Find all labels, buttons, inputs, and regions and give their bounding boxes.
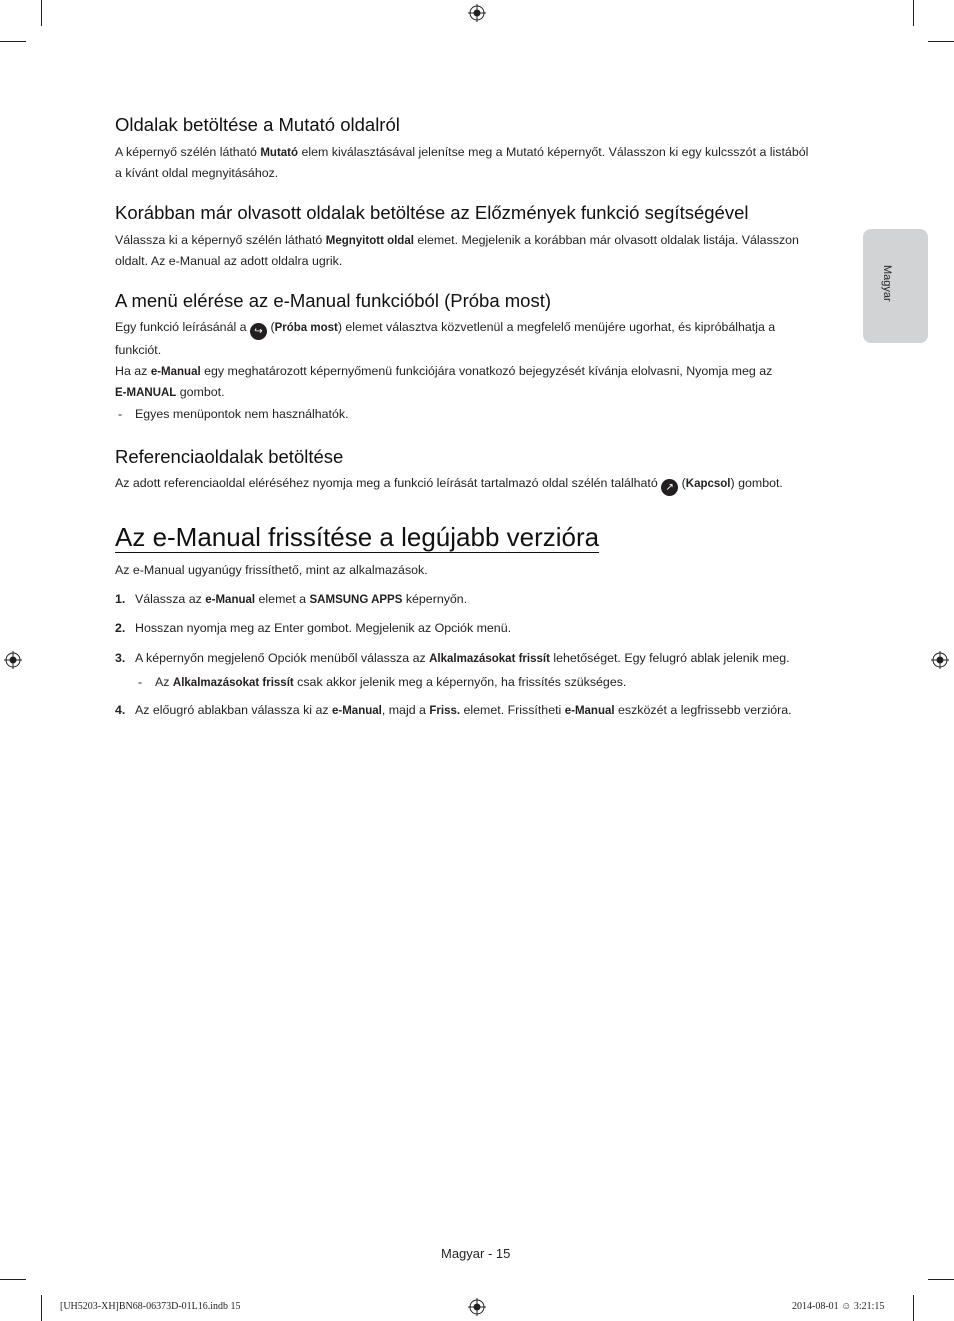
- step-number: 3.: [115, 651, 126, 665]
- text: elem kiválasztásával jelenítse meg a Mutató képernyőt. Válasszon ki egy kulcsszót a listából: [298, 145, 809, 159]
- text: elemet a: [255, 592, 310, 606]
- text: ) elemet választva közvetlenül a megfelelő menüjére ugorhat, és kipróbálhatja a: [337, 320, 776, 334]
- registration-mark-icon: [468, 4, 486, 22]
- text: Hosszan nyomja meg az Enter gombot. Megjelenik az Opciók menü.: [135, 621, 512, 635]
- text: Az: [155, 675, 173, 689]
- text: eszközét a legfrissebb verzióra.: [614, 703, 792, 717]
- text: egy meghatározott képernyőmenü funkciójára vonatkozó bejegyzését kívánja elolvasni, Nyomja meg az: [200, 364, 773, 378]
- bold-term: Friss.: [429, 705, 461, 717]
- text: Válassza ki a képernyő szélén látható: [115, 233, 326, 247]
- note-dash: -: [138, 675, 143, 689]
- text: Egy funkció leírásánál a: [115, 320, 250, 334]
- try-now-icon: ↪: [250, 323, 267, 340]
- step-number: 1.: [115, 592, 126, 606]
- footer-timestamp: 2014-08-01 ☺ 3:21:15: [792, 1301, 885, 1312]
- bold-term: e-Manual: [150, 366, 201, 378]
- link-icon: ↗: [661, 479, 678, 496]
- bold-term: Próba most: [274, 322, 338, 334]
- bold-term: SAMSUNG APPS: [309, 594, 403, 606]
- bold-term: e-Manual: [332, 705, 382, 717]
- section-heading: Oldalak betöltése a Mutató oldalról: [115, 114, 400, 135]
- registration-mark-icon: [4, 651, 22, 669]
- text: , majd a: [381, 703, 430, 717]
- text: elemet. Frissítheti: [460, 703, 565, 717]
- paragraph: [115, 230, 799, 271]
- text: Ha az: [115, 364, 151, 378]
- bold-term: Alkalmazásokat frissít: [429, 653, 550, 665]
- text: Az adott referenciaoldal eléréséhez nyomja meg a funkció leírását tartalmazó oldal szélén található: [115, 476, 662, 490]
- bold-term: Kapcsol: [685, 478, 731, 490]
- paragraph: [115, 473, 783, 496]
- text: (: [267, 320, 275, 334]
- step-number: 4.: [115, 703, 126, 717]
- crop-mark: [0, 41, 26, 42]
- language-side-tab: [863, 229, 928, 343]
- footer-file-info: [UH5203-XH]BN68-06373D-01L16.indb 15: [60, 1301, 241, 1312]
- text: (: [678, 476, 686, 490]
- paragraph: [115, 142, 808, 183]
- step-text: [135, 651, 790, 665]
- bold-term: e-Manual: [564, 705, 615, 717]
- crop-mark: [41, 1295, 42, 1321]
- page-title: Az e-Manual frissítése a legújabb verzióra: [115, 522, 600, 552]
- note-text: [155, 675, 626, 689]
- text: gombot.: [176, 385, 225, 399]
- intro-paragraph: Az e-Manual ugyanúgy frissíthető, mint az alkalmazások.: [115, 563, 428, 577]
- crop-mark: [913, 0, 914, 26]
- step-number: 2.: [115, 621, 126, 635]
- crop-mark: [928, 41, 954, 42]
- registration-mark-icon: [468, 1298, 486, 1316]
- section-heading: Referenciaoldalak betöltése: [115, 446, 344, 467]
- text: funkciót.: [115, 343, 162, 357]
- text: lehetőséget. Egy felugró ablak jelenik meg.: [549, 651, 790, 665]
- step-text: [135, 592, 467, 606]
- text: Az előugró ablakban válassza ki az: [135, 703, 332, 717]
- registration-mark-icon: [931, 651, 949, 669]
- page-number: Magyar - 15: [441, 1246, 511, 1261]
- bold-term: e-Manual: [205, 594, 256, 606]
- bold-term: E-MANUAL: [115, 387, 177, 399]
- crop-mark: [41, 0, 42, 26]
- text: oldalt. Az e-Manual az adott oldalra ugrik.: [115, 254, 343, 268]
- note-dash: -: [118, 407, 123, 421]
- bold-term: Mutató: [260, 147, 299, 159]
- step-text: [135, 621, 511, 635]
- step-text: [135, 703, 792, 717]
- text: Válassza az: [135, 592, 206, 606]
- crop-mark: [0, 1279, 26, 1280]
- crop-mark: [913, 1295, 914, 1321]
- crop-mark: [928, 1279, 954, 1280]
- note-text: Egyes menüpontok nem használhatók.: [135, 407, 349, 421]
- text: A képernyőn megjelenő Opciók menüből válassza az: [135, 651, 430, 665]
- paragraph: [115, 317, 775, 360]
- text: a kívánt oldal megnyitásához.: [115, 166, 279, 180]
- text: ) gombot.: [730, 476, 783, 490]
- text: csak akkor jelenik meg a képernyőn, ha frissítés szükséges.: [293, 675, 627, 689]
- side-tab-label: Magyar: [881, 265, 893, 302]
- section-heading: Korábban már olvasott oldalak betöltése az Előzmények funkció segítségével: [115, 202, 749, 223]
- text: A képernyő szélén látható: [115, 145, 261, 159]
- bold-term: Megnyitott oldal: [325, 235, 414, 247]
- section-heading: A menü elérése az e-Manual funkcióból (Próba most): [115, 290, 551, 311]
- paragraph: [115, 361, 772, 403]
- text: képernyőn.: [402, 592, 468, 606]
- bold-term: Alkalmazásokat frissít: [172, 677, 294, 689]
- text: elemet. Megjelenik a korábban már olvasott oldalak listája. Válasszon: [413, 233, 799, 247]
